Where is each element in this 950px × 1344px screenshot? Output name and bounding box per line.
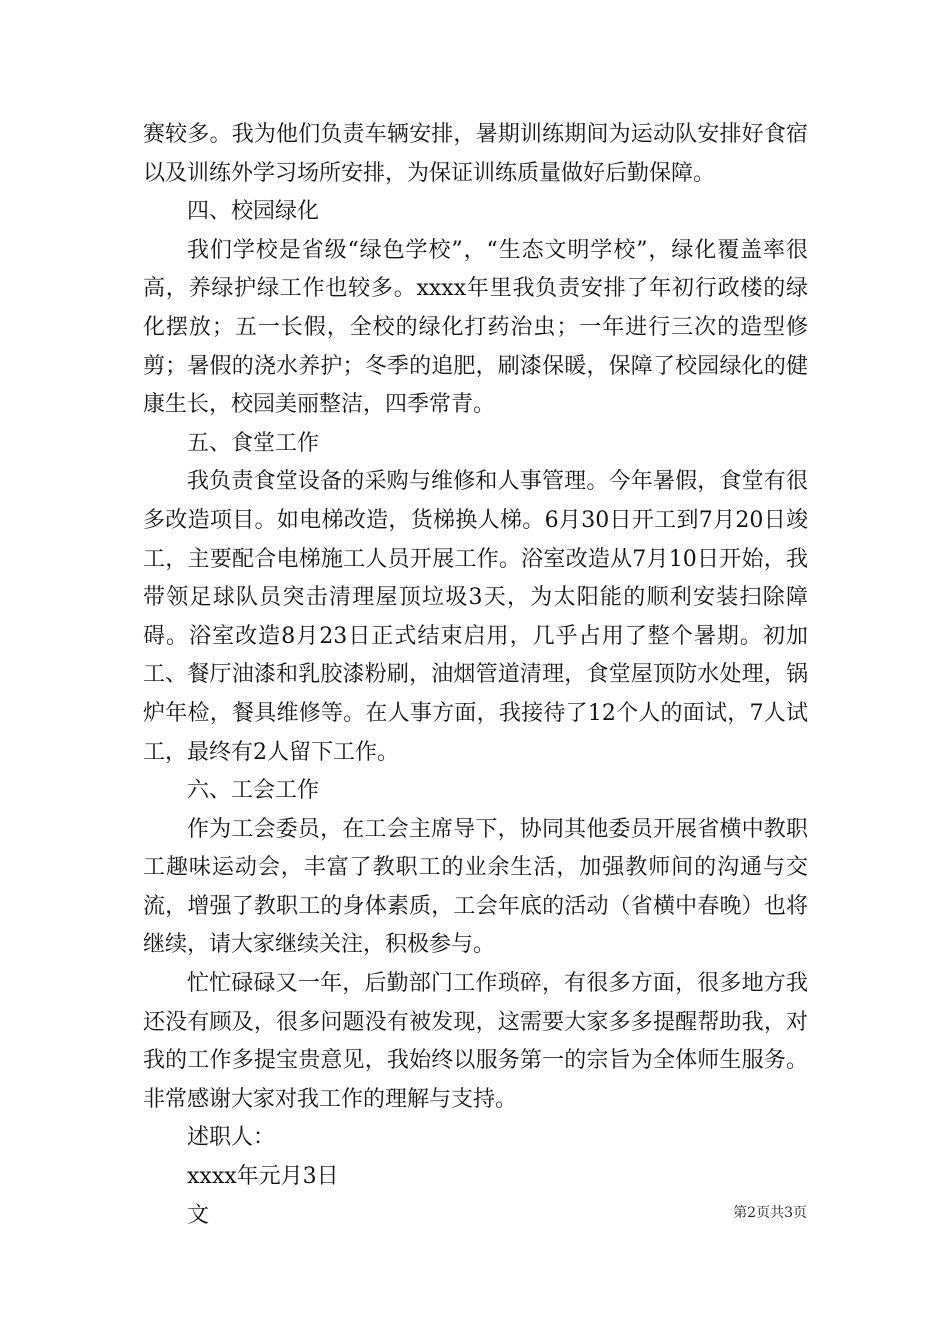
- signature-label: 述职人：: [187, 1125, 276, 1151]
- paragraph-greening: 我们学校是省级“绿色学校”，“生态文明学校”，绿化覆盖率很高，养绿护绿工作也较多。xxxx年里我负责安排了年初行政楼的绿化摆放；五一长假，全校的绿化打药治虫；一年进行三次的造型修剪；暑假的浇水养护；冬季的追肥，刷漆保暖，保障了校园绿化的健康生长，校园美丽整洁，四季常青。: [143, 237, 808, 418]
- paragraph-canteen: 我负责食堂设备的采购与维修和人事管理。今年暑假，食堂有很多改造项目。如电梯改造，货梯换人梯。6月30日开工到7月20日竣工，主要配合电梯施工人员开展工作。浴室改造从7月10日开始，我带领足球队员突击清理屋顶垃圾3天，为太阳能的顺利安装扫除障碍。浴室改造8月23日正式结束启用，几乎占用了整个暑期。初加工、餐厅油漆和乳胶漆粉刷，油烟管道清理，食堂屋顶防水处理，锅炉年检，餐具维修等。在人事方面，我接待了12个人的面试，7人试工，最终有2人留下工作。: [143, 469, 808, 765]
- section-heading-union: 六、工会工作: [187, 778, 320, 804]
- paragraph-closing: 忙忙碌碌又一年，后勤部门工作琐碎，有很多方面，很多地方我还没有顾及，很多问题没有被发现，这需要大家多多提醒帮助我，对我的工作多提宝贵意见，我始终以服务第一的宗旨为全体师生服务。非常感谢大家对我工作的理解与支持。: [143, 971, 808, 1112]
- trailing-character: 文: [187, 1202, 210, 1228]
- paragraph-continuation: 赛较多。我为他们负责车辆安排，暑期训练期间为运动队安排好食宿以及训练外学习场所安排，为保证训练质量做好后勤保障。: [143, 122, 808, 186]
- document-body: [143, 116, 808, 1235]
- document-date: xxxx年元月3日: [187, 1164, 339, 1190]
- section-heading-greening: 四、校园绿化: [187, 199, 320, 225]
- paragraph-union: 作为工会委员，在工会主席导下，协同其他委员开展省横中教职工趣味运动会，丰富了教职工的业余生活，加强教师间的沟通与交流，增强了教职工的身体素质，工会年底的活动（省横中春晚）也将继续，请大家继续关注，积极参与。: [143, 816, 808, 958]
- page-number-footer: 第2页共3页: [733, 1205, 807, 1221]
- section-heading-canteen: 五、食堂工作: [187, 430, 320, 456]
